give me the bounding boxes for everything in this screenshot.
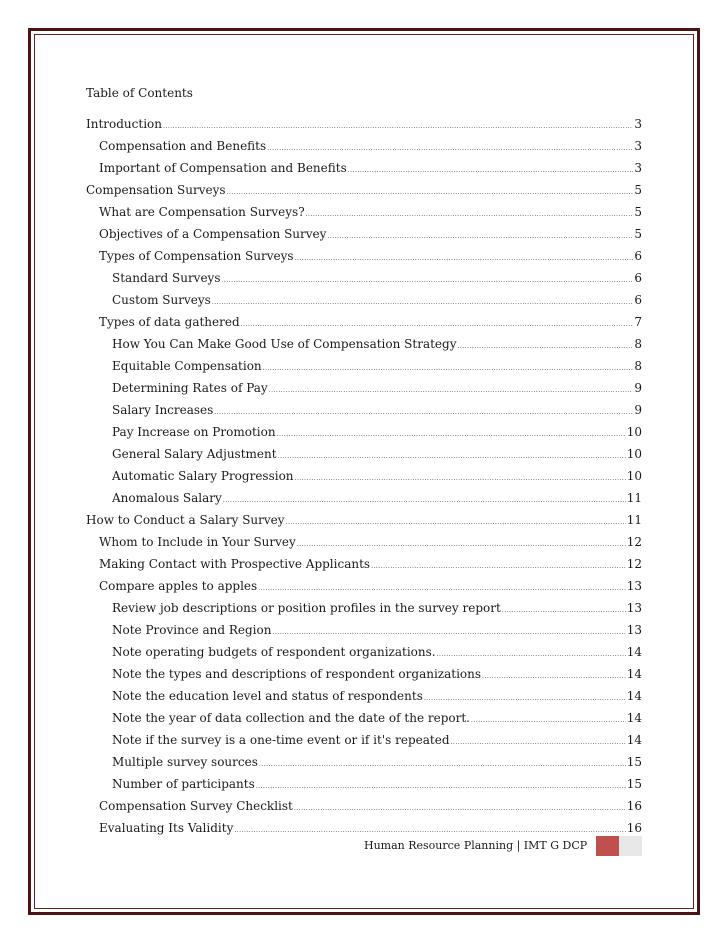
toc-entry[interactable] xyxy=(86,314,642,336)
toc-entry-page-number: 10 xyxy=(626,469,642,483)
toc-entry[interactable] xyxy=(86,358,642,380)
table-of-contents xyxy=(86,116,642,842)
toc-entry[interactable] xyxy=(86,600,642,622)
page-footer: Human Resource Planning | IMT G DCP xyxy=(364,839,588,852)
toc-entry-title: Standard Surveys xyxy=(112,271,221,285)
toc-entry[interactable] xyxy=(86,688,642,710)
toc-entry[interactable] xyxy=(86,204,642,226)
toc-entry-page-number: 5 xyxy=(634,227,642,241)
toc-dot-leader xyxy=(502,603,626,619)
toc-dot-leader xyxy=(272,625,625,641)
toc-dot-leader xyxy=(212,295,634,311)
toc-entry-page-number: 13 xyxy=(626,623,642,637)
toc-entry-title: Multiple survey sources xyxy=(112,755,258,769)
toc-entry-title: Equitable Compensation xyxy=(112,359,262,373)
toc-entry-page-number: 3 xyxy=(634,139,642,153)
toc-dot-leader xyxy=(267,141,633,157)
toc-entry-title: Compensation and Benefits xyxy=(99,139,267,153)
toc-entry-title: What are Compensation Surveys? xyxy=(99,205,305,219)
toc-entry-title: Note if the survey is a one-time event or if it's repeated xyxy=(112,733,450,747)
toc-dot-leader xyxy=(294,801,626,817)
toc-entry-title: Compensation Survey Checklist xyxy=(99,799,293,813)
toc-entry-page-number: 14 xyxy=(626,711,642,725)
toc-entry-title: Salary Increases xyxy=(112,403,214,417)
toc-entry-title: Determining Rates of Pay xyxy=(112,381,268,395)
toc-entry-title: Introduction xyxy=(86,117,162,131)
toc-dot-leader xyxy=(223,493,626,509)
toc-entry-page-number: 13 xyxy=(626,579,642,593)
toc-dot-leader xyxy=(295,251,634,267)
toc-entry-title: Anomalous Salary xyxy=(112,491,222,505)
toc-entry-title: Types of Compensation Surveys xyxy=(99,249,294,263)
toc-entry[interactable] xyxy=(86,622,642,644)
toc-dot-leader xyxy=(227,185,634,201)
toc-entry[interactable] xyxy=(86,798,642,820)
toc-entry-page-number: 14 xyxy=(626,667,642,681)
toc-entry-page-number: 15 xyxy=(626,755,642,769)
toc-dot-leader xyxy=(258,581,626,597)
toc-entry-page-number: 15 xyxy=(626,777,642,791)
toc-entry-page-number: 14 xyxy=(626,645,642,659)
toc-entry[interactable] xyxy=(86,666,642,688)
toc-entry[interactable] xyxy=(86,446,642,468)
toc-entry-title: Important of Compensation and Benefits xyxy=(99,161,347,175)
toc-dot-leader xyxy=(295,471,626,487)
toc-entry-page-number: 8 xyxy=(634,337,642,351)
toc-entry[interactable] xyxy=(86,556,642,578)
toc-entry-title: Note Province and Region xyxy=(112,623,272,637)
toc-dot-leader xyxy=(234,823,625,839)
toc-entry-page-number: 14 xyxy=(626,689,642,703)
toc-entry[interactable] xyxy=(86,182,642,204)
toc-entry-page-number: 12 xyxy=(626,535,642,549)
toc-entry[interactable] xyxy=(86,116,642,138)
toc-entry-title: General Salary Adjustment xyxy=(112,447,277,461)
toc-entry-title: Pay Increase on Promotion xyxy=(112,425,276,439)
toc-entry-page-number: 6 xyxy=(634,271,642,285)
toc-entry-title: Custom Surveys xyxy=(112,293,211,307)
toc-entry-page-number: 6 xyxy=(634,293,642,307)
footer-page-box xyxy=(619,836,642,856)
toc-entry-title: Evaluating Its Validity xyxy=(99,821,234,835)
toc-entry[interactable] xyxy=(86,248,642,270)
toc-entry[interactable] xyxy=(86,380,642,402)
toc-entry-title: Objectives of a Compensation Survey xyxy=(99,227,327,241)
toc-entry-title: How You Can Make Good Use of Compensation Strategy xyxy=(112,337,457,351)
toc-entry-page-number: 5 xyxy=(634,183,642,197)
toc-entry-page-number: 12 xyxy=(626,557,642,571)
toc-dot-leader xyxy=(241,317,634,333)
toc-entry-title: Compare apples to apples xyxy=(99,579,258,593)
toc-entry[interactable] xyxy=(86,512,642,534)
toc-entry[interactable] xyxy=(86,490,642,512)
toc-entry-page-number: 11 xyxy=(626,513,642,527)
toc-entry[interactable] xyxy=(86,710,642,732)
toc-entry-page-number: 13 xyxy=(626,601,642,615)
toc-entry-title: Note operating budgets of respondent organizations. xyxy=(112,645,436,659)
toc-entry-page-number: 3 xyxy=(634,161,642,175)
toc-entry-title: Note the year of data collection and the date of the report. xyxy=(112,711,470,725)
toc-dot-leader xyxy=(277,427,626,443)
toc-entry[interactable] xyxy=(86,468,642,490)
toc-entry[interactable] xyxy=(86,292,642,314)
toc-entry[interactable] xyxy=(86,776,642,798)
toc-dot-leader xyxy=(482,669,626,685)
toc-entry-page-number: 10 xyxy=(626,447,642,461)
toc-dot-leader xyxy=(286,515,626,531)
toc-dot-leader xyxy=(263,361,634,377)
toc-dot-leader xyxy=(424,691,626,707)
toc-entry[interactable] xyxy=(86,732,642,754)
toc-dot-leader xyxy=(297,537,626,553)
toc-entry-page-number: 8 xyxy=(634,359,642,373)
toc-entry-title: Number of participants xyxy=(112,777,255,791)
toc-dot-leader xyxy=(163,119,633,135)
toc-dot-leader xyxy=(451,735,626,751)
toc-entry-page-number: 7 xyxy=(634,315,642,329)
toc-title: Table of Contents xyxy=(86,86,193,100)
toc-entry-title: Review job descriptions or position profiles in the survey report xyxy=(112,601,501,615)
toc-dot-leader xyxy=(269,383,634,399)
toc-entry-page-number: 9 xyxy=(634,403,642,417)
toc-entry-page-number: 16 xyxy=(626,821,642,835)
toc-entry-title: Automatic Salary Progression xyxy=(112,469,294,483)
toc-dot-leader xyxy=(371,559,626,575)
toc-entry[interactable] xyxy=(86,160,642,182)
toc-entry[interactable] xyxy=(86,402,642,424)
toc-entry[interactable] xyxy=(86,578,642,600)
toc-entry[interactable] xyxy=(86,270,642,292)
toc-dot-leader xyxy=(259,757,626,773)
toc-dot-leader xyxy=(327,229,633,245)
toc-entry-title: Note the types and descriptions of respondent organizations xyxy=(112,667,482,681)
toc-entry-title: Making Contact with Prospective Applicants xyxy=(99,557,371,571)
toc-entry[interactable] xyxy=(86,534,642,556)
toc-dot-leader xyxy=(306,207,634,223)
toc-entry-title: Note the education level and status of respondents xyxy=(112,689,423,703)
toc-dot-leader xyxy=(222,273,634,289)
toc-entry-page-number: 16 xyxy=(626,799,642,813)
toc-dot-leader xyxy=(457,339,633,355)
toc-entry[interactable] xyxy=(86,138,642,160)
toc-entry[interactable] xyxy=(86,226,642,248)
toc-entry[interactable] xyxy=(86,424,642,446)
toc-entry-title: Whom to Include in Your Survey xyxy=(99,535,296,549)
toc-entry[interactable] xyxy=(86,754,642,776)
toc-entry-page-number: 11 xyxy=(626,491,642,505)
toc-dot-leader xyxy=(471,713,626,729)
toc-entry-page-number: 10 xyxy=(626,425,642,439)
toc-entry-page-number: 3 xyxy=(634,117,642,131)
toc-entry[interactable] xyxy=(86,644,642,666)
toc-entry-page-number: 5 xyxy=(634,205,642,219)
toc-entry-title: Compensation Surveys xyxy=(86,183,226,197)
toc-entry-title: How to Conduct a Salary Survey xyxy=(86,513,285,527)
toc-dot-leader xyxy=(437,647,626,663)
toc-dot-leader xyxy=(214,405,633,421)
toc-entry-page-number: 14 xyxy=(626,733,642,747)
toc-entry-page-number: 6 xyxy=(634,249,642,263)
toc-entry-title: Types of data gathered xyxy=(99,315,240,329)
footer-accent-box xyxy=(596,836,619,856)
toc-dot-leader xyxy=(348,163,634,179)
toc-entry[interactable] xyxy=(86,336,642,358)
toc-entry-page-number: 9 xyxy=(634,381,642,395)
toc-dot-leader xyxy=(278,449,626,465)
toc-dot-leader xyxy=(256,779,626,795)
